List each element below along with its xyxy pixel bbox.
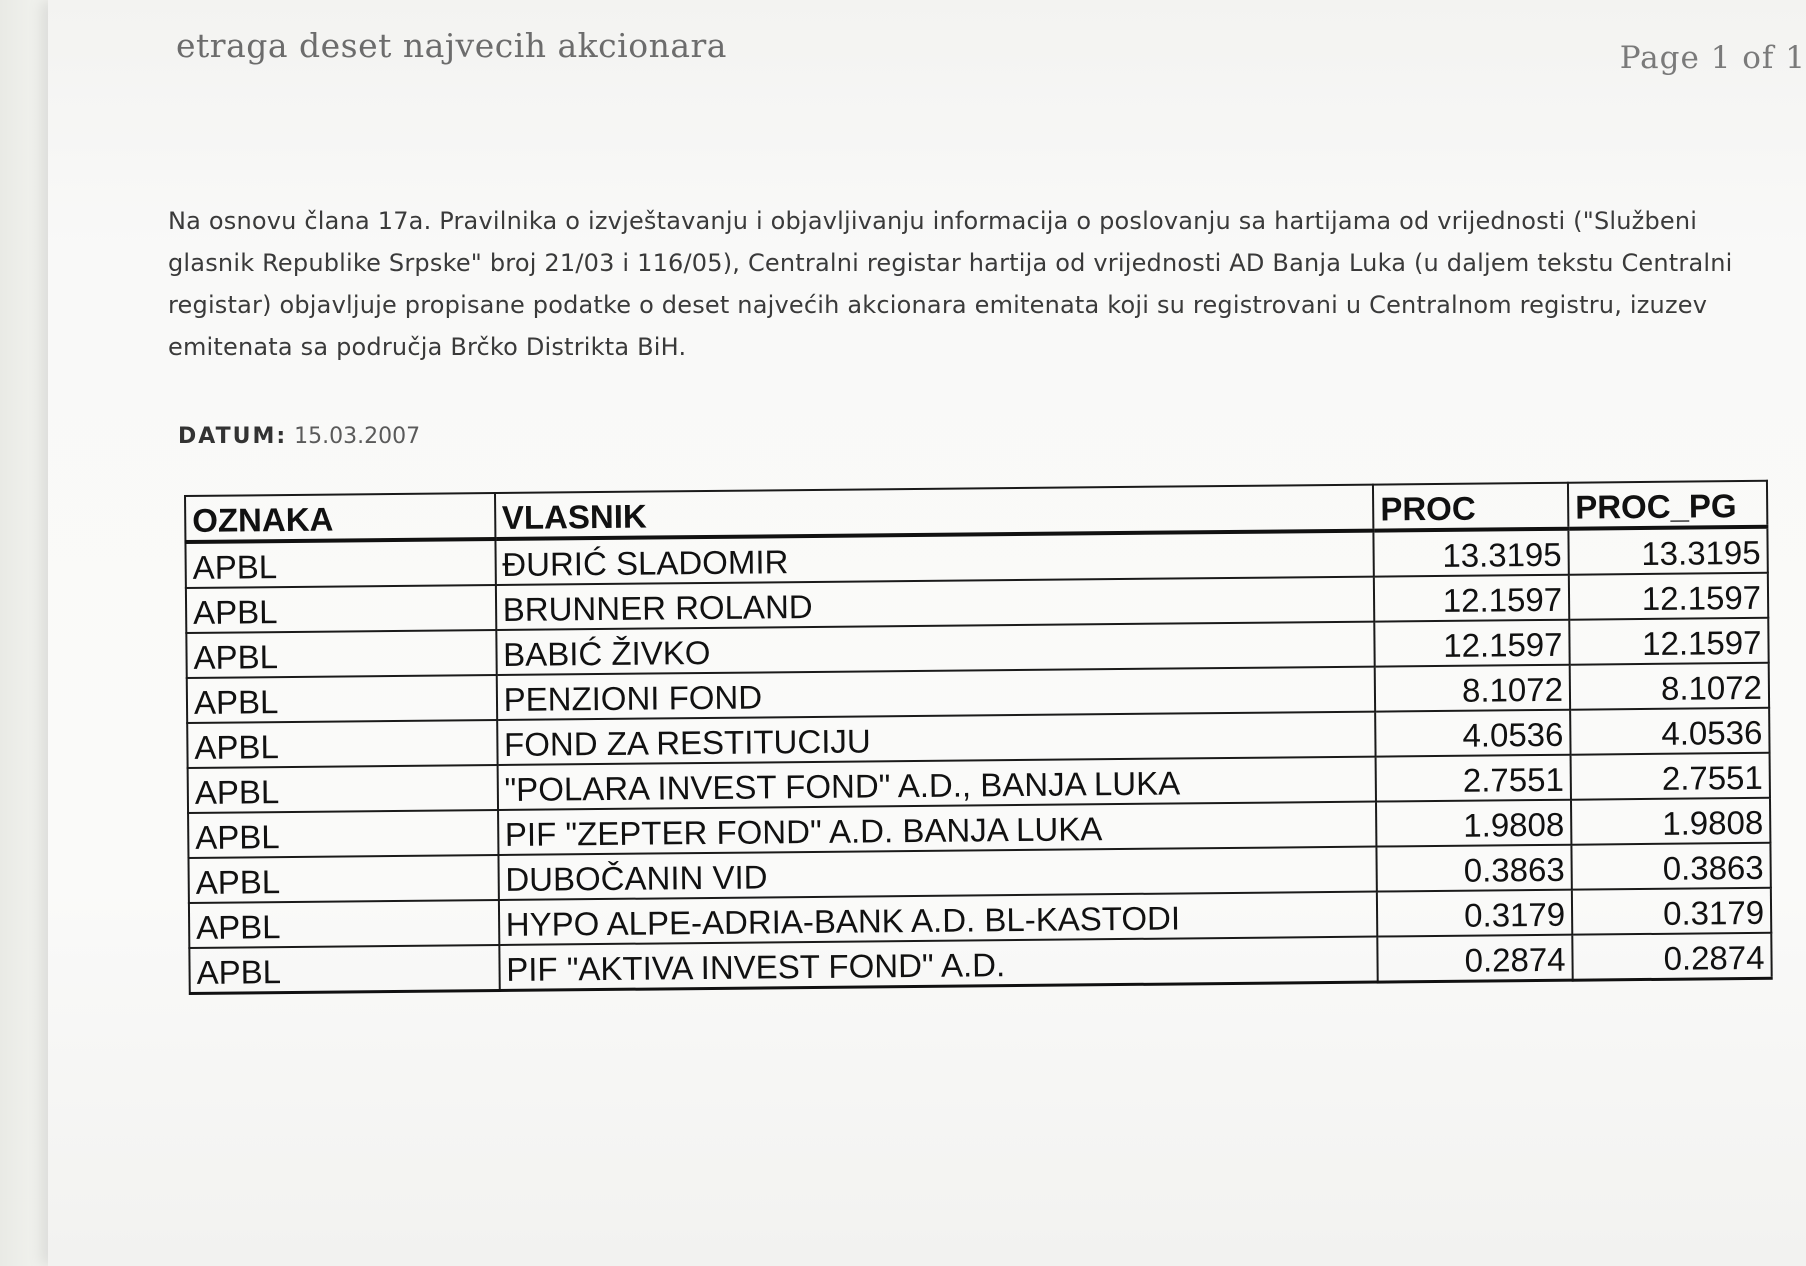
cell-proc-pg: 8.1072 [1570, 663, 1769, 710]
cell-oznaka: APBL [189, 900, 499, 948]
cell-proc: 1.9808 [1376, 800, 1571, 847]
cell-oznaka: APBL [186, 585, 496, 633]
header-title: etraga deset najvecih akcionara [176, 26, 727, 65]
header-proc: PROC [1373, 483, 1568, 531]
intro-paragraph: Na osnovu člana 17a. Pravilnika o izvještavanju i objavljivanju informacija o poslovanju sa hartijama od vrijednosti ("Službeni glasnik Republike Srpske" broj 21/03 i 116/05), Centralni registar hartija od vrijednosti AD Banja Luka (u daljem tekstu Centralni registar) objavljuje propisane podatke o deset najvećih akcionara emitenata koji su registrovani u Centralnom registru, izuzev emitenata sa područja Brčko Distrikta BiH. [168, 207, 1733, 361]
cell-proc: 4.0536 [1375, 710, 1570, 757]
cell-proc: 0.2874 [1377, 935, 1572, 982]
cell-oznaka: APBL [188, 765, 498, 813]
cell-oznaka: APBL [187, 675, 497, 723]
cell-vlasnik: DUBOČANIN VID [498, 847, 1377, 900]
cell-proc: 0.3863 [1377, 845, 1572, 892]
cell-vlasnik: ĐURIĆ SLADOMIR [495, 531, 1374, 585]
cell-proc: 8.1072 [1375, 665, 1570, 712]
cell-oznaka: APBL [189, 945, 499, 993]
cell-oznaka: APBL [185, 539, 495, 588]
cell-proc-pg: 0.3863 [1571, 843, 1770, 890]
cell-vlasnik: PENZIONI FOND [496, 667, 1375, 720]
cell-vlasnik: FOND ZA RESTITUCIJU [497, 712, 1376, 765]
cell-vlasnik: "POLARA INVEST FOND" A.D., BANJA LUKA [497, 757, 1376, 810]
cell-oznaka: APBL [188, 855, 498, 903]
cell-proc: 12.1597 [1374, 620, 1569, 667]
document-sheet [48, 0, 1806, 1266]
header-oznaka: OZNAKA [185, 493, 495, 542]
cell-vlasnik: BRUNNER ROLAND [496, 577, 1375, 630]
cell-proc: 13.3195 [1374, 529, 1569, 577]
cell-vlasnik: PIF "AKTIVA INVEST FOND" A.D. [499, 937, 1378, 991]
page-indicator: Page 1 of 1 [1619, 40, 1806, 76]
cell-oznaka: APBL [186, 630, 496, 678]
shareholders-table-wrap [184, 480, 1773, 995]
header-proc-pg: PROC_PG [1568, 481, 1767, 529]
cell-proc: 12.1597 [1374, 575, 1569, 622]
datum-label: DATUM: [178, 424, 288, 449]
cell-proc-pg: 12.1597 [1569, 573, 1768, 620]
shareholders-table [184, 480, 1773, 995]
datum-line [178, 424, 420, 449]
cell-oznaka: APBL [187, 720, 497, 768]
cell-proc: 0.3179 [1377, 890, 1572, 937]
cell-proc-pg: 12.1597 [1569, 618, 1768, 665]
cell-proc-pg: 0.2874 [1572, 933, 1771, 980]
cell-vlasnik: PIF "ZEPTER FOND" A.D. BANJA LUKA [498, 802, 1377, 855]
header-vlasnik: VLASNIK [495, 485, 1374, 539]
cell-oznaka: APBL [188, 810, 498, 858]
cell-proc-pg: 13.3195 [1568, 527, 1767, 575]
cell-proc-pg: 0.3179 [1572, 888, 1771, 935]
cell-proc-pg: 2.7551 [1571, 753, 1770, 800]
cell-proc-pg: 1.9808 [1571, 798, 1770, 845]
cell-vlasnik: HYPO ALPE-ADRIA-BANK A.D. BL-KASTODI [499, 892, 1378, 945]
cell-vlasnik: BABIĆ ŽIVKO [496, 622, 1375, 675]
cell-proc-pg: 4.0536 [1570, 708, 1769, 755]
datum-value: 15.03.2007 [294, 424, 421, 449]
cell-proc: 2.7551 [1376, 755, 1571, 802]
